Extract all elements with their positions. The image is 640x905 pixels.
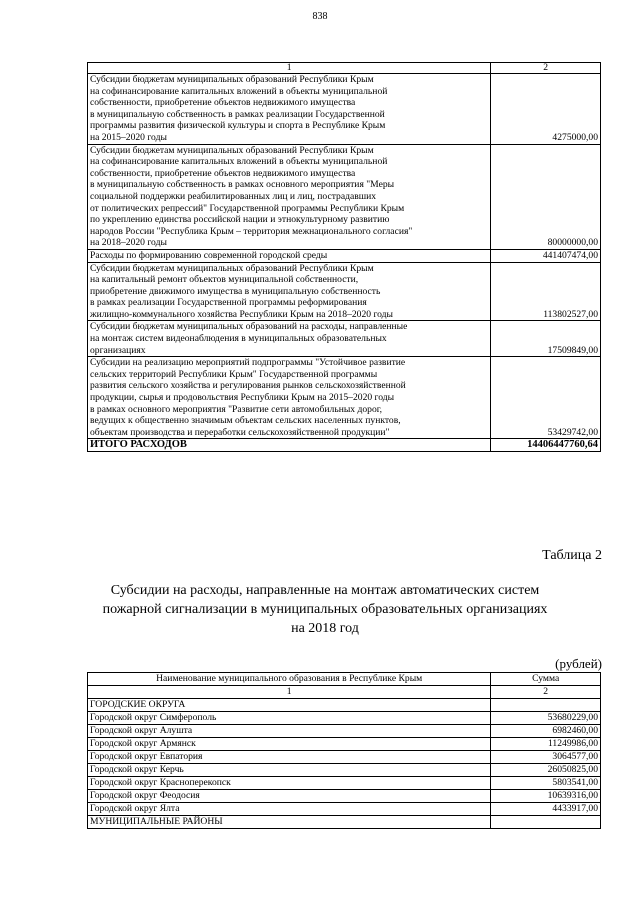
- column-number-1: 1: [88, 686, 491, 699]
- total-row: [88, 439, 601, 452]
- total-amount: 14406447760,64: [491, 439, 601, 452]
- row-amount: 4433917,00: [491, 803, 601, 816]
- section-row: [88, 699, 601, 712]
- row-name: МУНИЦИПАЛЬНЫЕ РАЙОНЫ: [88, 816, 491, 829]
- row-amount: 80000000,00: [491, 144, 601, 249]
- column-number-2: 2: [491, 63, 601, 74]
- column-header-name: Наименование муниципального образования в Республике Крым: [88, 673, 491, 686]
- table-row: [88, 777, 601, 790]
- table2-title: Субсидии на расходы, направленные на монтаж автоматических систем пожарной сигнализации в муниципальных образовательных организациях на 2018 год: [102, 583, 548, 636]
- table-row: [88, 249, 601, 262]
- table-row: [88, 725, 601, 738]
- expenses-table: [87, 62, 601, 452]
- row-description: Субсидии бюджетам муниципальных образований Республики Крым на софинансирование капитальных вложений в объекты муниципальной собственности, приобретение объектов недвижимого имущества в муниципальную собственность в рамках реализации Государственной программы развития физической культуры и спорта в Республике Крым на 2015–2020 годы: [88, 74, 491, 145]
- row-amount: 17509849,00: [491, 321, 601, 357]
- row-amount: 11249986,00: [491, 738, 601, 751]
- row-description: Расходы по формированию современной городской среды: [88, 249, 491, 262]
- table-row: [88, 74, 601, 145]
- table-row: [88, 803, 601, 816]
- row-name: Городской округ Армянск: [88, 738, 491, 751]
- page-number: 838: [312, 11, 328, 22]
- row-description: Субсидии бюджетам муниципальных образований Республики Крым на софинансирование капитальных вложений в объекты муниципальной собственности, приобретение объектов недвижимого имущества в муниципальную собственность в рамках основного мероприятия "Меры социальной поддержки реабилитированных лиц и лиц, пострадавших от политических репрессий" Государственной программы Республики Крым по укреплению единства российской нации и этнокультурному развитию народов России "Республика Крым – территория межнационального согласия" на 2018–2020 годы: [88, 144, 491, 249]
- row-name: Городской округ Ялта: [88, 803, 491, 816]
- row-amount: 441407474,00: [491, 249, 601, 262]
- section-row: [88, 816, 601, 829]
- row-amount: [491, 816, 601, 829]
- table-row: [88, 712, 601, 725]
- column-numbers-row: [88, 686, 601, 699]
- total-label: ИТОГО РАСХОДОВ: [88, 439, 491, 452]
- table-row: [88, 144, 601, 249]
- subsidies-table: [87, 672, 601, 829]
- row-amount: 5803541,00: [491, 777, 601, 790]
- row-amount: 10639316,00: [491, 790, 601, 803]
- table-row: [88, 262, 601, 321]
- row-name: ГОРОДСКИЕ ОКРУГА: [88, 699, 491, 712]
- row-amount: 4275000,00: [491, 74, 601, 145]
- row-name: Городской округ Алушта: [88, 725, 491, 738]
- column-header-amount: Сумма: [491, 673, 601, 686]
- column-number-1: 1: [88, 63, 491, 74]
- row-description: Субсидии на реализацию мероприятий подпрограммы "Устойчивое развитие сельских территорий Республики Крым" Государственной программы развития сельского хозяйства и регулирования рынков сельскохозяйственной продукции, сырья и продовольствия Республики Крым на 2015–2020 годы в рамках основного мероприятия "Развитие сети автомобильных дорог, ведущих к общественно значимым объектам сельских населенных пунктов, объектам производства и переработки сельскохозяйственной продукции": [88, 357, 491, 439]
- table-header-row: [88, 673, 601, 686]
- row-amount: 3064577,00: [491, 751, 601, 764]
- row-amount: 113802527,00: [491, 262, 601, 321]
- table-row: [88, 738, 601, 751]
- row-name: Городской округ Красноперекопск: [88, 777, 491, 790]
- table-row: [88, 764, 601, 777]
- row-amount: [491, 699, 601, 712]
- column-number-2: 2: [491, 686, 601, 699]
- row-amount: 26050825,00: [491, 764, 601, 777]
- row-description: Субсидии бюджетам муниципальных образований на расходы, направленные на монтаж систем видеонаблюдения в муниципальных образовательных организациях: [88, 321, 491, 357]
- table-row: [88, 321, 601, 357]
- row-amount: 53680229,00: [491, 712, 601, 725]
- table-row: [88, 790, 601, 803]
- table-row: [88, 751, 601, 764]
- units-label: (рублей): [555, 656, 602, 671]
- row-amount: 6982460,00: [491, 725, 601, 738]
- row-name: Городской округ Феодосия: [88, 790, 491, 803]
- row-name: Городской округ Керчь: [88, 764, 491, 777]
- table-row: [88, 357, 601, 439]
- row-name: Городской округ Симферополь: [88, 712, 491, 725]
- table-header-row: [88, 63, 601, 74]
- row-name: Городской округ Евпатория: [88, 751, 491, 764]
- table2-label: Таблица 2: [542, 548, 602, 563]
- row-amount: 53429742,00: [491, 357, 601, 439]
- row-description: Субсидии бюджетам муниципальных образований Республики Крым на капитальный ремонт объектов муниципальной собственности, приобретение движимого имущества в муниципальную собственность в рамках реализации Государственной программы реформирования жилищно-коммунального хозяйства Республики Крым на 2018–2020 годы: [88, 262, 491, 321]
